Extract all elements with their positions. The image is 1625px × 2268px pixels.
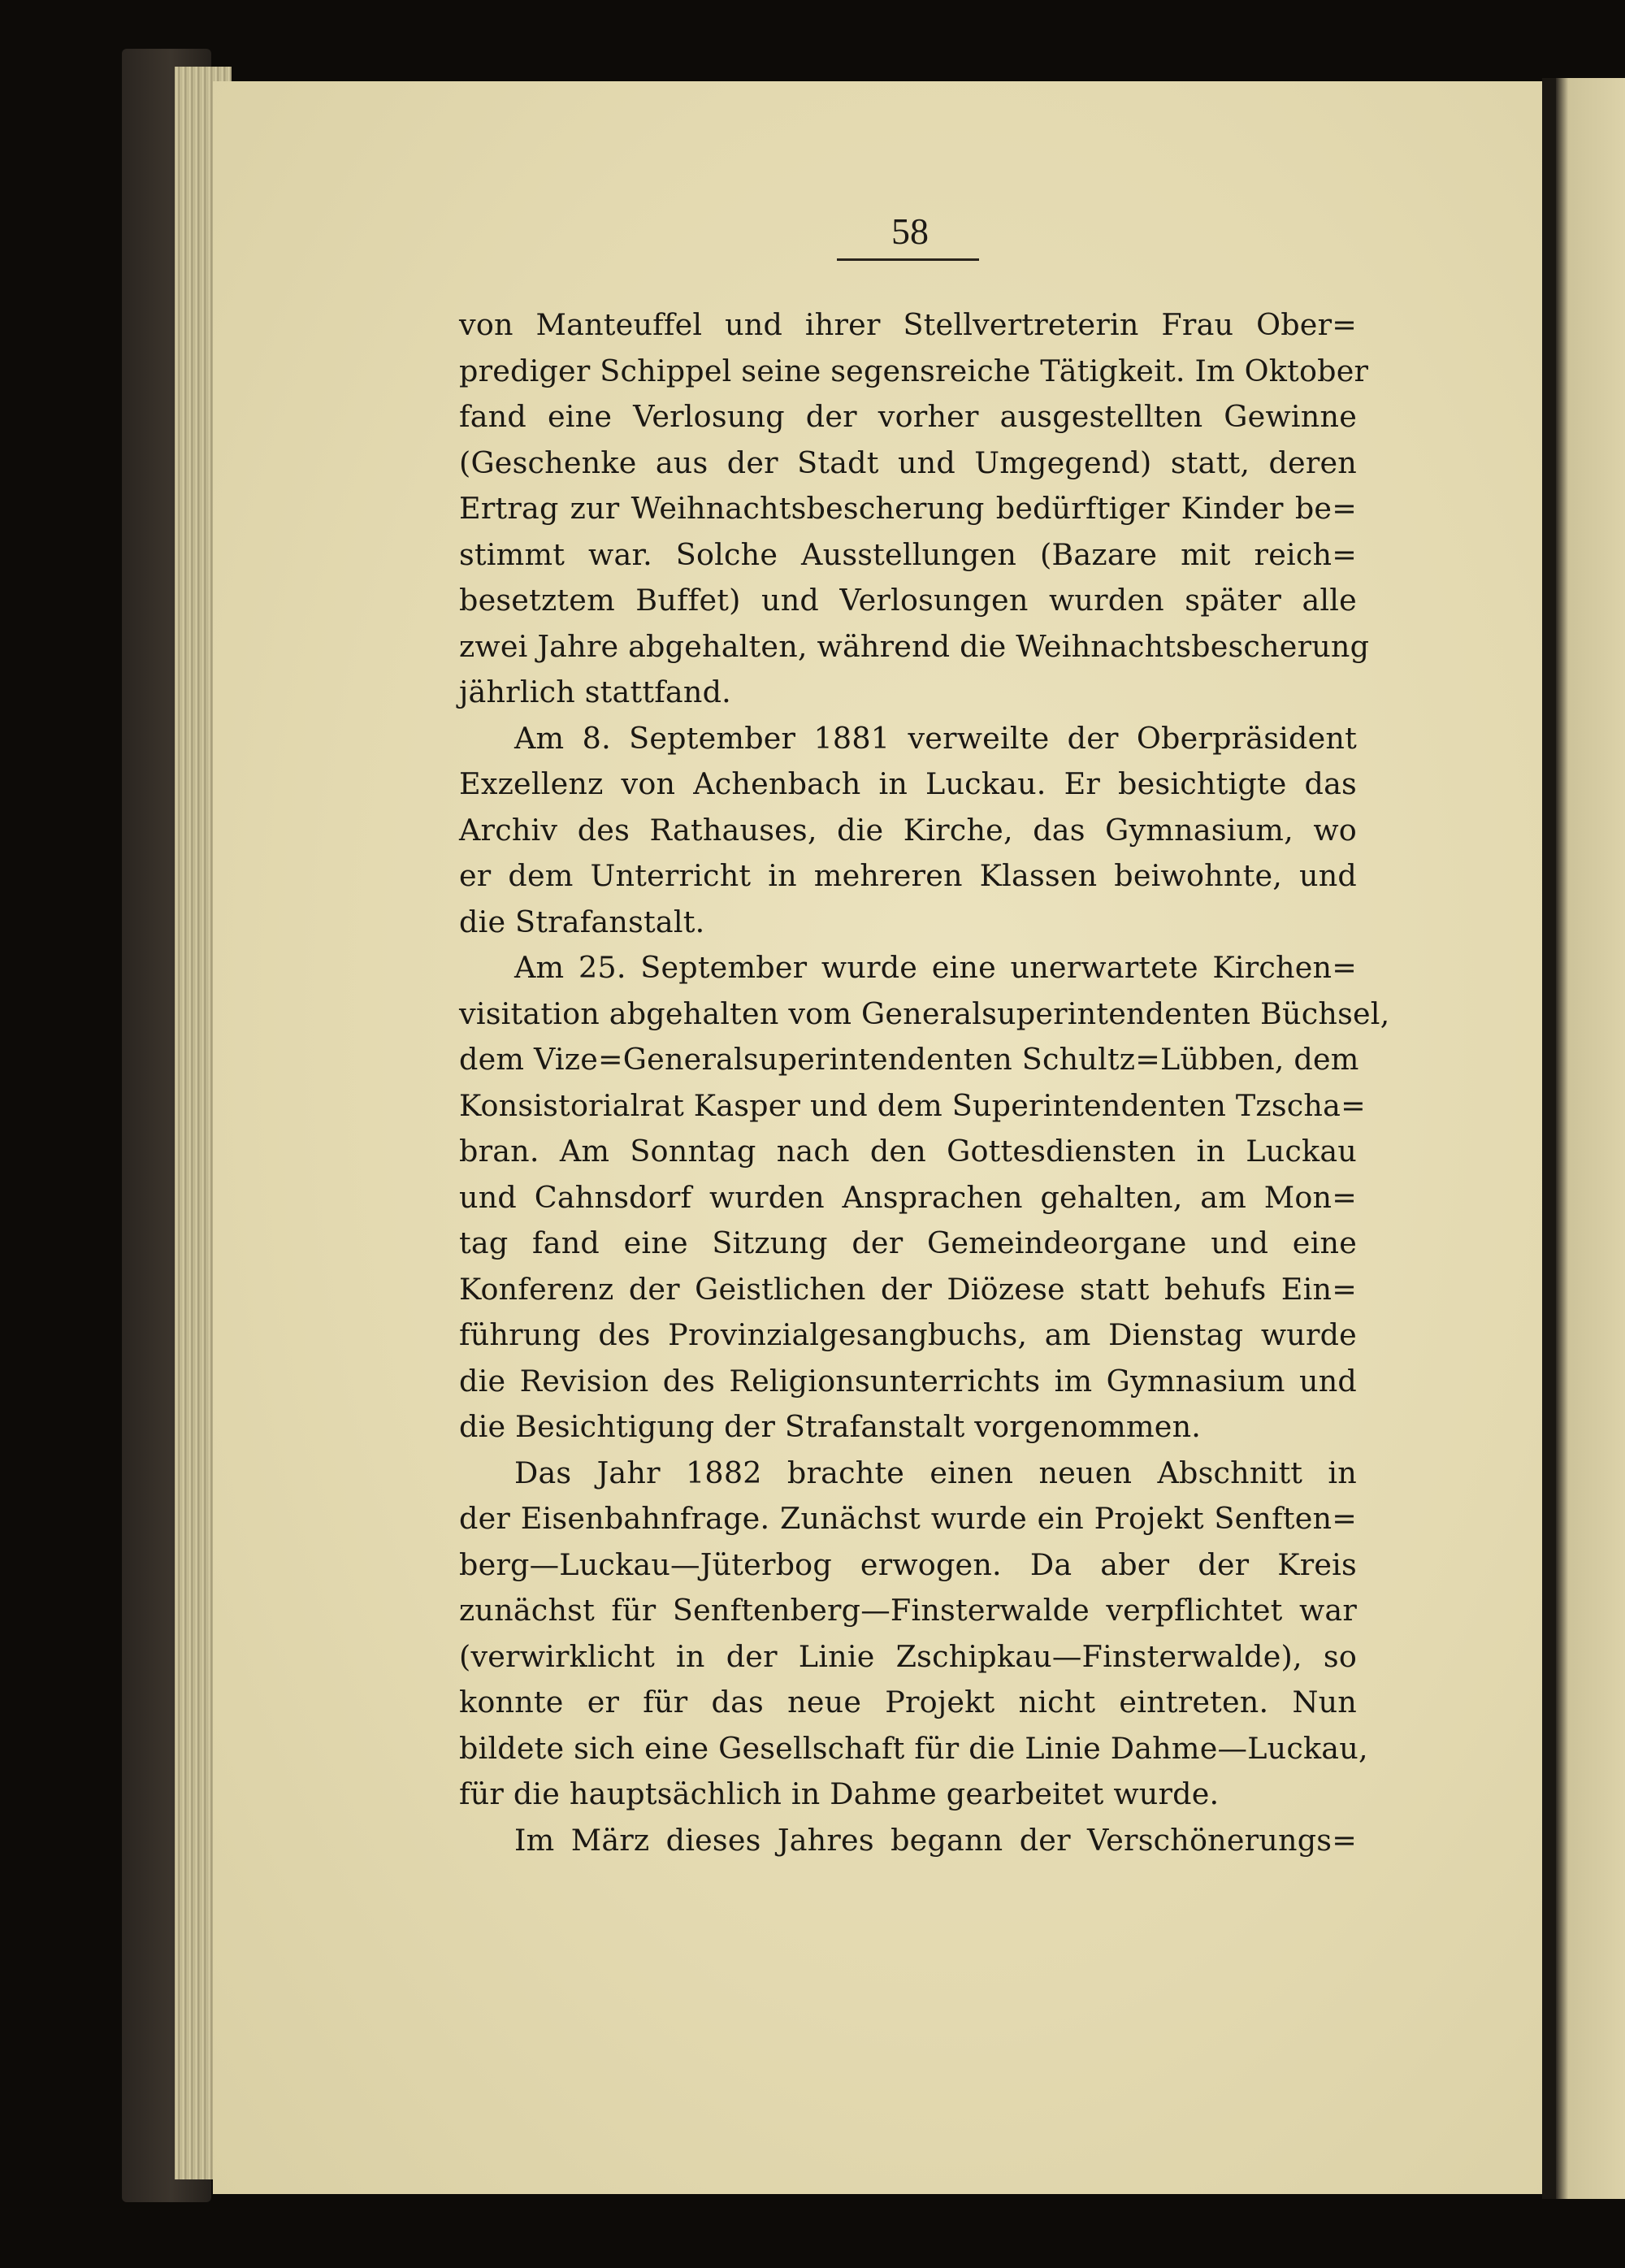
text-line: Im März dieses Jahres begann der Verschönerungs=	[514, 1822, 1357, 1858]
paragraph-2	[459, 716, 1357, 946]
text-line: fand eine Verlosung der vorher ausgestellten Gewinne	[459, 399, 1357, 434]
text-line: die Revision des Religionsunterrichts im Gymnasium und	[459, 1363, 1357, 1399]
text-line: die Strafanstalt.	[459, 904, 705, 939]
text-line: Das Jahr 1882 brachte einen neuen Abschnitt in	[514, 1455, 1357, 1490]
text-line: besetztem Buffet) und Verlosungen wurden später alle	[459, 583, 1357, 618]
text-line: (verwirklicht in der Linie Zschipkau—Finsterwalde), so	[459, 1638, 1357, 1674]
text-line: (Geschenke aus der Stadt und Umgegend) statt, deren	[459, 444, 1357, 480]
paragraph-5	[459, 1818, 1357, 1864]
text-line: Archiv des Rathauses, die Kirche, das Gymnasium, wo	[459, 812, 1357, 848]
text-line: bran. Am Sonntag nach den Gottesdiensten in Luckau	[459, 1134, 1357, 1169]
paragraph-4	[459, 1451, 1368, 1818]
body-text	[459, 302, 1390, 1863]
text-line: der Eisenbahnfrage. Zunächst wurde ein Projekt Senften=	[459, 1501, 1357, 1536]
text-line: Konsistorialrat Kasper und dem Superintendenten Tzscha=	[459, 1087, 1366, 1123]
text-line: Ertrag zur Weihnachtsbescherung bedürftiger Kinder be=	[459, 491, 1357, 526]
text-line: jährlich stattfand.	[459, 674, 731, 709]
text-line: zwei Jahre abgehalten, während die Weihnachtsbescherung	[459, 628, 1370, 664]
text-line: Exzellenz von Achenbach in Luckau. Er besichtigte das	[459, 766, 1357, 801]
text-line: führung des Provinzialgesangbuchs, am Dienstag wurde	[459, 1317, 1357, 1352]
text-line: von Manteuffel und ihrer Stellvertreterin Frau Ober=	[459, 307, 1357, 342]
text-line: dem Vize=Generalsuperintendenten Schultz=Lübben, dem	[459, 1042, 1359, 1077]
text-line: konnte er für das neue Projekt nicht eintreten. Nun	[459, 1685, 1357, 1719]
text-line: er dem Unterricht in mehreren Klassen beiwohnte, und	[459, 858, 1357, 893]
text-line: für die hauptsächlich in Dahme gearbeitet wurde.	[459, 1776, 1220, 1811]
paragraph-1	[459, 302, 1370, 716]
text-line: berg—Luckau—Jüterbog erwogen. Da aber der Kreis	[459, 1546, 1357, 1582]
text-line: tag fand eine Sitzung der Gemeindeorgane und eine	[459, 1225, 1357, 1260]
text-line: prediger Schippel seine segensreiche Tätigkeit. Im Oktober	[459, 353, 1369, 388]
paragraph-3	[459, 945, 1390, 1451]
text-line: Konferenz der Geistlichen der Diözese statt behufs Ein=	[459, 1271, 1357, 1307]
text-line: Am 25. September wurde eine unerwartete Kirchen=	[514, 950, 1357, 985]
page-number: 58	[891, 210, 929, 252]
opposite-page-edge	[1556, 78, 1625, 2199]
text-line: bildete sich eine Gesellschaft für die Linie Dahme—Luckau,	[459, 1730, 1368, 1766]
text-line: die Besichtigung der Strafanstalt vorgenommen.	[459, 1409, 1202, 1444]
text-line: und Cahnsdorf wurden Ansprachen gehalten, am Mon=	[459, 1179, 1357, 1215]
page-number-rule	[837, 258, 979, 261]
text-line: stimmt war. Solche Ausstellungen (Bazare mit reich=	[459, 536, 1357, 572]
text-line: Am 8. September 1881 verweilte der Oberpräsident	[514, 720, 1357, 756]
text-line: zunächst für Senftenberg—Finsterwalde verpflichtet war	[459, 1593, 1357, 1628]
text-line: visitation abgehalten vom Generalsuperintendenten Büchsel,	[459, 995, 1390, 1031]
